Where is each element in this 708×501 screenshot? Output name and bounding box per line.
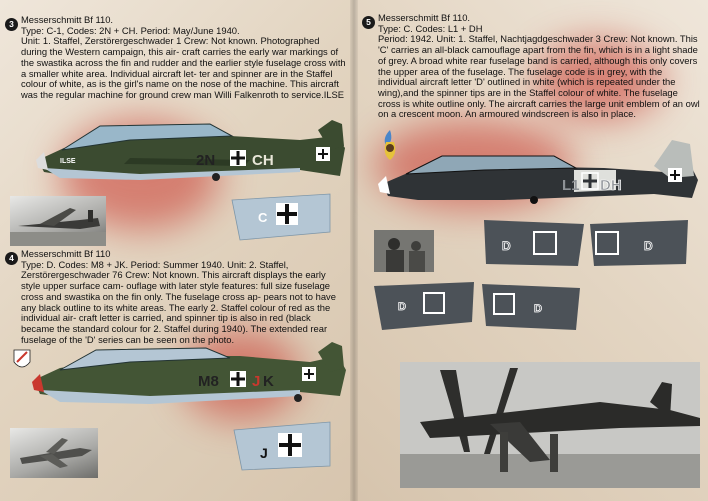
wing-letter: D (502, 239, 511, 253)
page-gutter (350, 0, 358, 501)
profile-description: Period: 1942. Unit: 1. Staffel, Nachtjagdgeschwader 3 Crew: Not known. This 'C' carries an all-black camouflage apart from the fin, which is in a light shade of grey. A broad white rear fuselage band is carried, although this only covers the upper area of the fuselage. The fuselage code is in grey, with the individual aircraft letter 'D' outlined in white (which is repeated under the wing),and the spinner tips are in the Staffel colour of white. The fuselage cross is white outline only. The aircraft carries the large unit emblem of an owl on a crescent moon. An armoured windscreen is also in place. (378, 33, 700, 120)
profile-number-badge: 3 (5, 18, 18, 31)
profile-title: Messerschmitt Bf 110. (21, 14, 114, 25)
wing-underside-profile-4 (234, 422, 330, 470)
profile-description: Unit: 1. Staffel, Zerstörergeschwader 1 Crew: Not known. Photographed during the Western campaign, this air- craft carries the early war markings of the swastika across the fin and rudder and the earlier style fuselage cross with a smaller white area. Individual aircraft let- ter and spinner are in the Staffel colour of white, as is the girl's name on the nose of the machine. This aircraft was the regular machine for ground crew man Willi Falkenroth to service.ILSE (21, 35, 346, 100)
nose-name-text: ILSE (60, 158, 76, 165)
profile-title: Messerschmitt Bf 110. (378, 12, 471, 23)
fuselage-code-right: K (263, 373, 274, 390)
bf110-profile-3 (36, 120, 345, 181)
bf110-profile-4 (32, 342, 346, 404)
fuselage-cross (230, 371, 246, 387)
profile-details: Type: C. Codes: L1 + DH (378, 22, 483, 34)
wing-letter: D (644, 239, 653, 253)
wing-underside-left-profile-5 (484, 220, 584, 266)
bf110-profile-5 (378, 140, 698, 204)
wing-letter: D (534, 303, 542, 315)
fuselage-code-right: DH (600, 177, 622, 194)
unit-emblem-shield (14, 350, 30, 367)
right-page-artwork (354, 0, 708, 501)
fuselage-code-right: CH (252, 152, 274, 169)
profile-description: Type: D. Codes: M8 + JK. Period: Summer 1940. Unit: 2. Staffel, Zerstörergeschwader 76 Crew: Not known. This aircraft displays the early style upper surface cam- ouflage with later style features: full size fuselage cross and swastika on the fin only. The fuselage cross ap- pears not to have any black outline to its white areas. The early 2. Staffel colour of red as the individual air- craft letter is carried, and spinner tip is also in red (black became the standard colour for 2. Staffel during 1940). The extended rear fuselage of the 'D' series can be seen on the photo. (21, 258, 336, 345)
wing-underside-profile-3 (232, 194, 330, 240)
profile-title: Messerschmitt Bf 110 (21, 248, 111, 259)
wing-letter: D (398, 301, 406, 313)
wing-underside-right-profile-5 (590, 220, 688, 266)
fuselage-code-left: 2N (196, 152, 216, 169)
right-page (354, 0, 708, 501)
fuselage-code-left: M8 (198, 373, 219, 390)
fuselage-code-left: L1 (562, 177, 580, 194)
wing-upper-left-profile-5 (374, 282, 474, 330)
wing-letter: C (258, 210, 268, 225)
fuselage-code-right-red: J (252, 373, 261, 390)
profile-number-badge: 4 (5, 252, 18, 265)
wing-upper-right-profile-5 (482, 284, 580, 330)
profile-number-badge: 5 (362, 16, 375, 29)
fuselage-cross (230, 150, 246, 166)
wing-letter: J (260, 445, 268, 461)
profile-details: Type: C-1, Codes: 2N + CH. Period: May/June 1940. (21, 24, 240, 36)
